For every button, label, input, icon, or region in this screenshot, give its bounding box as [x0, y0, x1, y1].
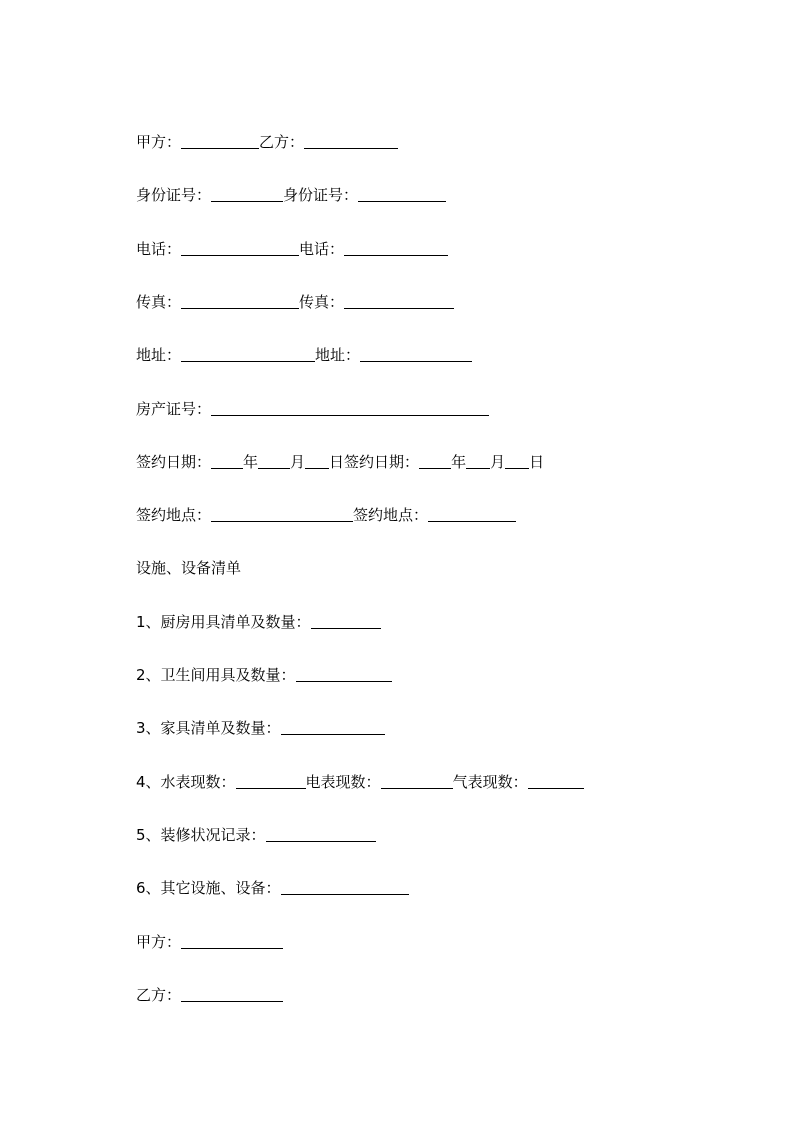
- field-label: 月: [290, 453, 306, 471]
- fill-in-blank[interactable]: [296, 665, 392, 682]
- fill-in-blank[interactable]: [358, 185, 446, 202]
- field-label: 签约地点：: [136, 506, 212, 524]
- property-cert-line: [136, 399, 489, 419]
- facility-list-heading: [136, 558, 241, 578]
- fill-in-blank[interactable]: [281, 718, 385, 735]
- fill-in-blank[interactable]: [360, 345, 472, 362]
- sign-place-line: [136, 505, 516, 525]
- address-line: [136, 345, 472, 365]
- phone-line: [136, 239, 448, 259]
- fill-in-blank[interactable]: [211, 185, 283, 202]
- field-label: 气表现数：: [452, 773, 528, 791]
- field-label: 签约日期：: [136, 453, 212, 471]
- field-label: 身份证号：: [136, 186, 212, 204]
- kitchen-item: [136, 612, 381, 632]
- field-label: 6、其它设施、设备：: [136, 879, 281, 897]
- fill-in-blank[interactable]: [181, 239, 299, 256]
- other-facility-item: [136, 878, 409, 898]
- field-label: 5、装修状况记录：: [136, 826, 266, 844]
- field-label: 签约地点：: [353, 506, 429, 524]
- party-b-sign-line: [136, 985, 283, 1005]
- fill-in-blank[interactable]: [211, 505, 353, 522]
- field-label: 年: [451, 453, 467, 471]
- fill-in-blank[interactable]: [381, 772, 453, 789]
- fill-in-blank[interactable]: [181, 932, 283, 949]
- fill-in-blank[interactable]: [181, 132, 259, 149]
- field-label: 甲方：: [136, 133, 182, 151]
- fill-in-blank[interactable]: [181, 292, 299, 309]
- furniture-item: [136, 718, 385, 738]
- field-label: 地址：: [315, 346, 361, 364]
- fill-in-blank[interactable]: [236, 772, 306, 789]
- decoration-item: [136, 825, 376, 845]
- field-label: 传真：: [136, 293, 182, 311]
- fill-in-blank[interactable]: [419, 452, 451, 469]
- field-label: 电表现数：: [305, 773, 381, 791]
- field-label: 房产证号：: [136, 400, 212, 418]
- field-label: 日签约日期：: [329, 453, 420, 471]
- fill-in-blank[interactable]: [181, 345, 315, 362]
- field-label: 地址：: [136, 346, 182, 364]
- fill-in-blank[interactable]: [281, 878, 409, 895]
- id-number-line: [136, 185, 446, 205]
- field-label: 身份证号：: [283, 186, 359, 204]
- field-label: 3、家具清单及数量：: [136, 719, 281, 737]
- meter-item: [136, 772, 584, 792]
- fill-in-blank[interactable]: [304, 132, 398, 149]
- field-label: 2、卫生间用具及数量：: [136, 666, 296, 684]
- fill-in-blank[interactable]: [344, 239, 448, 256]
- field-label: 月: [490, 453, 506, 471]
- field-label: 甲方：: [136, 933, 182, 951]
- field-label: 乙方：: [136, 986, 182, 1004]
- field-label: 设施、设备清单: [136, 559, 242, 577]
- bathroom-item: [136, 665, 392, 685]
- field-label: 传真：: [299, 293, 345, 311]
- fill-in-blank[interactable]: [428, 505, 516, 522]
- fill-in-blank[interactable]: [266, 825, 376, 842]
- party-a-sign-line: [136, 932, 283, 952]
- fill-in-blank[interactable]: [181, 985, 283, 1002]
- sign-date-line: [136, 452, 544, 472]
- fill-in-blank[interactable]: [311, 612, 381, 629]
- field-label: 电话：: [136, 240, 182, 258]
- fax-line: [136, 292, 454, 312]
- fill-in-blank[interactable]: [305, 452, 329, 469]
- fill-in-blank[interactable]: [211, 452, 243, 469]
- field-label: 1、厨房用具清单及数量：: [136, 613, 311, 631]
- fill-in-blank[interactable]: [528, 772, 584, 789]
- fill-in-blank[interactable]: [258, 452, 290, 469]
- party-line: [136, 132, 398, 152]
- field-label: 年: [243, 453, 259, 471]
- fill-in-blank[interactable]: [211, 399, 489, 416]
- fill-in-blank[interactable]: [466, 452, 490, 469]
- fill-in-blank[interactable]: [344, 292, 454, 309]
- field-label: 4、水表现数：: [136, 773, 236, 791]
- field-label: 日: [529, 453, 545, 471]
- field-label: 乙方：: [259, 133, 305, 151]
- field-label: 电话：: [299, 240, 345, 258]
- fill-in-blank[interactable]: [505, 452, 529, 469]
